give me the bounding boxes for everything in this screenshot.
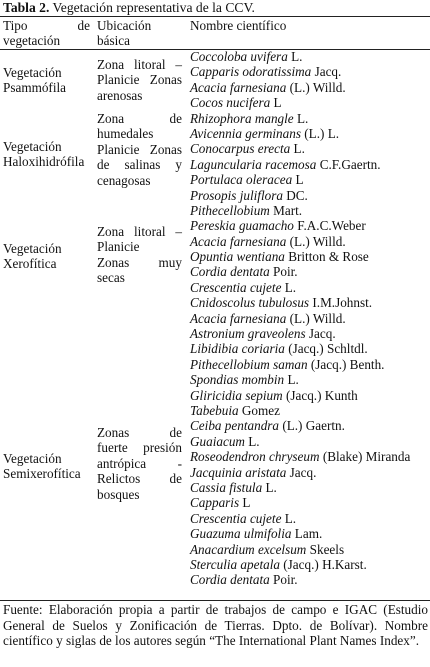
table-caption-text: Vegetación representativa de la CCV. <box>49 0 255 15</box>
species-author: (L.) Willd. <box>286 233 346 249</box>
species-name: Pereskia guamacho <box>190 218 294 234</box>
species-row <box>190 372 430 387</box>
species-name: Prosopis juliflora <box>190 187 283 203</box>
species-row <box>190 95 430 110</box>
species-row <box>190 203 430 218</box>
species-name: Guaiacum <box>190 433 245 449</box>
species-name: Laguncularia racemosa <box>190 156 317 172</box>
species-name: Cordia dentata <box>190 572 270 588</box>
species-name: Avicennia germinans <box>190 125 301 141</box>
species-name: Pithecellobium <box>190 202 270 218</box>
species-author: L. <box>284 372 299 388</box>
species-author: DC. <box>282 187 308 203</box>
species-row <box>190 341 430 356</box>
species-name: Conocarpus erecta <box>190 141 291 157</box>
header-de-word: de <box>77 18 90 33</box>
species-name: Sterculia apetala <box>190 556 280 572</box>
species-author: (Jacq.) Benth. <box>307 356 385 372</box>
species-author: L. <box>281 510 297 526</box>
species-author: L <box>270 95 282 111</box>
species-row <box>190 218 430 233</box>
species-name: Acacia farnesiana <box>190 233 287 249</box>
species-author: (Jacq.) H.Karst. <box>279 556 367 572</box>
location-haloxihidrofila: Zona de humedales Planicie Zonas de salinas y cenagosas <box>97 111 182 188</box>
species-author: Mart. <box>269 202 303 218</box>
species-author: L. <box>290 141 305 157</box>
species-row <box>190 141 430 156</box>
type-semixerofitica: Vegetación Semixerofítica <box>3 451 81 482</box>
species-row <box>190 511 430 526</box>
table-footnote: Fuente: Elaboración propia a partir de trabajos de campo e IGAC (Estudio General de Suelos y Zonificación de Tierras. Dpto. de Bolívar). Nombre científico y siglas de los autores según “The International Plant Names Index”. <box>3 602 428 649</box>
species-row <box>190 264 430 279</box>
species-author: (L.) Willd. <box>286 79 346 95</box>
header-vegetacion-word: vegetación <box>3 33 61 48</box>
species-row <box>190 172 430 187</box>
type-xerofitica: Vegetación Xerofítica <box>3 241 62 272</box>
species-author: F.A.C.Weber <box>293 218 366 234</box>
species-row <box>190 111 430 126</box>
species-row <box>190 280 430 295</box>
species-row <box>190 157 430 172</box>
species-author: (L.) Gaertn. <box>279 418 345 434</box>
species-name: Acacia farnesiana <box>190 79 287 95</box>
bottom-rule <box>0 600 430 601</box>
species-row <box>190 188 430 203</box>
species-author: I.M.Johnst. <box>309 295 373 311</box>
species-author: (Blake) Miranda <box>319 449 411 465</box>
species-author: Jacq. <box>305 326 336 342</box>
location-psammofila: Zona litoral – Planicie Zonas arenosas <box>97 57 182 103</box>
header-tipo-word: Tipo <box>3 18 28 33</box>
species-name: Cordia dentata <box>190 264 270 280</box>
species-name: Crescentia cujete <box>190 510 282 526</box>
species-name: Coccoloba uvifera <box>190 49 288 64</box>
species-name: Libidibia coriaria <box>190 341 285 357</box>
species-row <box>190 495 430 510</box>
species-author: (L.) Willd. <box>286 310 346 326</box>
type-psammofila: Vegetación Psammófila <box>3 65 67 96</box>
top-rule <box>0 16 430 17</box>
species-name: Crescentia cujete <box>190 279 282 295</box>
species-row <box>190 465 430 480</box>
header-ubicacion-word: Ubicación <box>97 18 152 33</box>
species-name: Acacia farnesiana <box>190 310 287 326</box>
table-caption-label: Tabla 2. <box>3 0 50 15</box>
species-list <box>190 49 430 588</box>
species-name: Jacquinia aristata <box>190 464 287 480</box>
species-name: Gliricidia sepium <box>190 387 283 403</box>
location-xerofitica: Zona litoral – Planicie Zonas muy secas <box>97 224 182 286</box>
species-row <box>190 249 430 264</box>
species-row <box>190 480 430 495</box>
species-name: Spondias mombin <box>190 372 285 388</box>
header-basica-word: básica <box>97 33 130 48</box>
species-row <box>190 418 430 433</box>
species-row <box>190 357 430 372</box>
species-name: Astronium graveolens <box>190 326 306 342</box>
species-name: Cocos nucifera <box>190 95 271 111</box>
species-row <box>190 80 430 95</box>
species-name: Pithecellobium saman <box>190 356 308 372</box>
species-row <box>190 403 430 418</box>
species-row <box>190 311 430 326</box>
species-author: C.F.Gaertn. <box>316 156 381 172</box>
header-ubicacion-basica <box>97 18 182 48</box>
species-author: Lam. <box>291 526 323 542</box>
species-author: Gomez <box>238 402 280 418</box>
species-name: Cnidoscolus tubulosus <box>190 295 310 311</box>
species-name: Roseodendron chryseum <box>190 449 320 465</box>
species-row <box>190 295 430 310</box>
location-semixerofitica: Zonas de fuerte presión antrópica - Relictos de bosques <box>97 425 182 502</box>
species-name: Guazuma ulmifolia <box>190 526 292 542</box>
species-row <box>190 542 430 557</box>
species-author: L <box>292 172 304 188</box>
header-tipo-vegetacion <box>3 18 90 48</box>
species-row <box>190 526 430 541</box>
species-author: Jacq. <box>311 64 342 80</box>
species-author: Jacq. <box>286 464 317 480</box>
species-author: L. <box>287 49 303 64</box>
species-author: Skeels <box>306 541 345 557</box>
species-name: Portulaca oleracea <box>190 172 293 188</box>
species-name: Tabebuia <box>190 402 239 418</box>
species-author: (Jacq.) Schltdl. <box>284 341 368 357</box>
species-row <box>190 126 430 141</box>
species-row <box>190 326 430 341</box>
species-name: Opuntia wentiana <box>190 249 285 265</box>
species-row <box>190 388 430 403</box>
species-author: Poir. <box>269 572 298 588</box>
species-author: (L.) L. <box>300 125 340 141</box>
species-author: Poir. <box>269 264 298 280</box>
table-caption <box>3 0 255 15</box>
species-author: L. <box>293 110 309 126</box>
species-name: Cassia fistula <box>190 479 263 495</box>
species-name: Rhizophora mangle <box>190 110 294 126</box>
species-author: L. <box>281 279 297 295</box>
species-row <box>190 64 430 79</box>
species-name: Capparis odoratissima <box>190 64 312 80</box>
species-author: Britton & Rose <box>284 249 369 265</box>
species-row <box>190 449 430 464</box>
species-author: L. <box>244 433 260 449</box>
species-author: (Jacq.) Kunth <box>282 387 358 403</box>
species-name: Ceiba pentandra <box>190 418 280 434</box>
species-row <box>190 557 430 572</box>
species-name: Capparis <box>190 495 240 511</box>
species-author: L <box>239 495 251 511</box>
species-row <box>190 234 430 249</box>
header-nombre-cientifico: Nombre científico <box>190 18 287 33</box>
species-row <box>190 572 430 587</box>
species-author: L. <box>262 479 277 495</box>
type-haloxihidrofila: Vegetación Haloxihidrófila <box>3 139 85 170</box>
species-row <box>190 49 430 64</box>
species-name: Anacardium excelsum <box>190 541 307 557</box>
species-row <box>190 434 430 449</box>
